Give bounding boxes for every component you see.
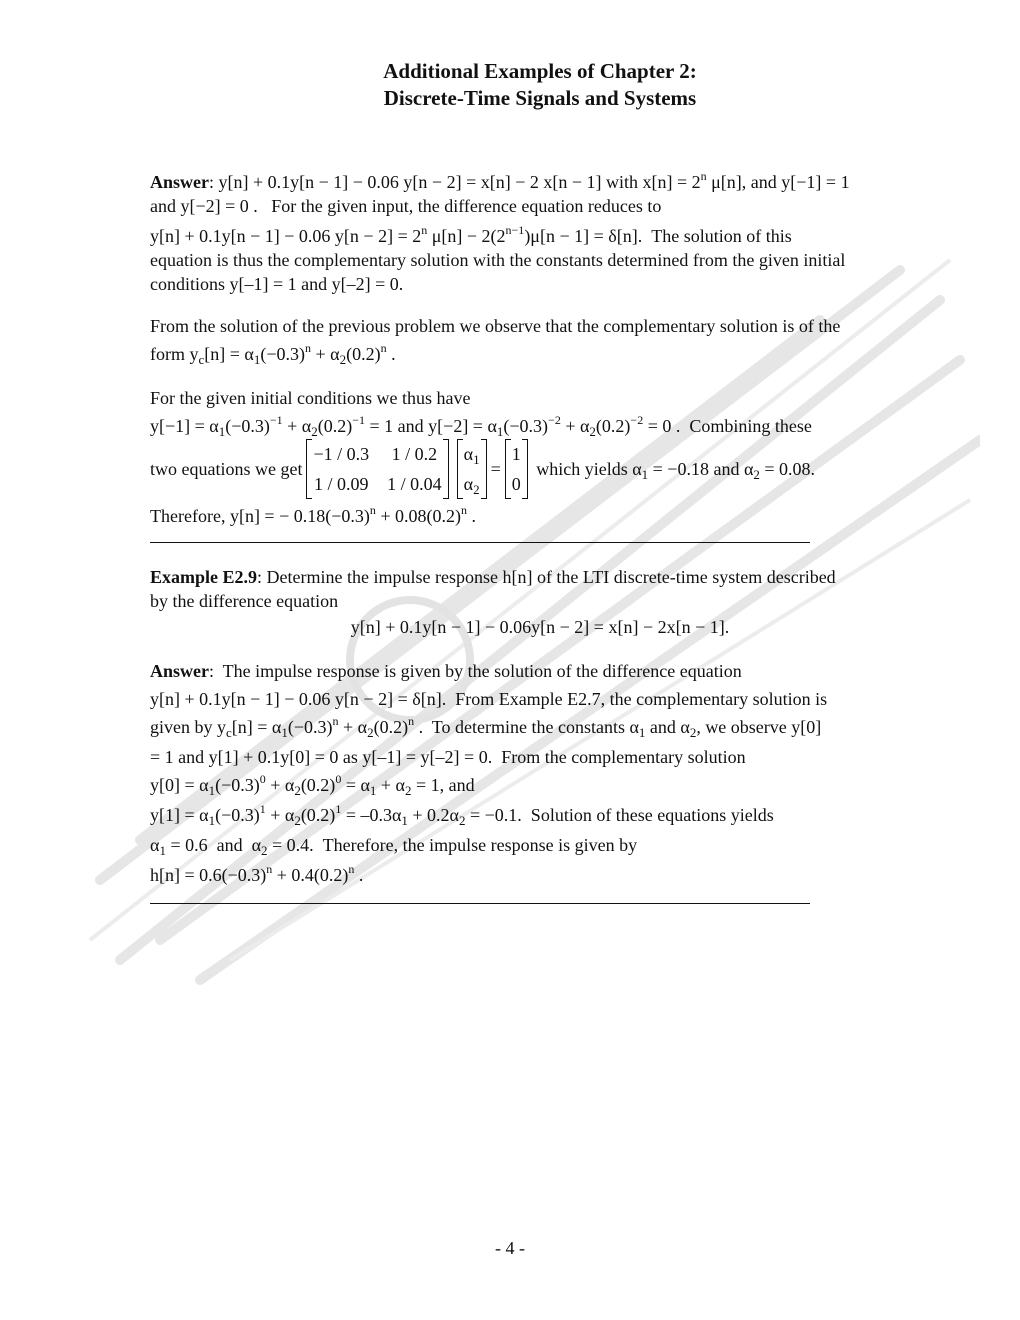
example-label: Example E2.9 [150, 567, 258, 587]
answer2-line-4: = 1 and y[1] + 0.1y[0] = 0 as y[–1] = y[–2] = 0. From the complementary solution [150, 747, 746, 767]
answer2-line-7: $\alpha_1 = 0.6$ and $\alpha_2 = 0.4$. Therefore, the impulse response is given by [150, 835, 638, 858]
answer1-p3-line-2: $y[-1] = \alpha_1(-0.3)^{-1} + \alpha_2(0.2)^{-1} = 1$ and $y[-2] = \alpha_1(-0.3)^{-2} + \alpha_2(0.2)^{-2} = 0$ . Combining these [150, 413, 812, 439]
answer2-line-5: $y[0] = \alpha_1(-0.3)^0 + \alpha_2(0.2)^0 = \alpha_1 + \alpha_2 = 1$, and [150, 772, 475, 798]
answer1-paragraph-3 [150, 386, 930, 528]
example-equation: y[n] + 0.1y[n − 1] − 0.06y[n − 2] = x[n] − 2x[n − 1]. [350, 617, 730, 637]
answer1-result: Therefore, y[n] = − $0.18(-0.3)^n + 0.08(0.2)^n$ . [150, 503, 477, 526]
title-line-1: Additional Examples of Chapter 2: [383, 59, 697, 83]
answer2-label: Answer [150, 661, 209, 681]
rhs-vector: 1 0 [505, 441, 528, 497]
document-title [150, 58, 930, 112]
matrix-equation: two equations we get −1 / 0.3 1 / 0.2 1 / 0.09 1 / 0.04 $\alpha_1$ $\alpha_2$ = 1 0 which yields $\alpha_1 = -0.18$ and $\alpha_2 = 0.08$. [150, 438, 930, 500]
answer-block-2 [150, 659, 930, 887]
answer1-p3-line-1: For the given initial conditions we thus have [150, 388, 471, 408]
answer2-line-1: Answer: The impulse response is given by the solution of the difference equation [150, 661, 742, 681]
answer1-line-4: equation is thus the complementary solution with the constants determined from the given initial [150, 250, 846, 270]
answer2-line-6: $y[1] = \alpha_1(-0.3)^1 + \alpha_2(0.2)^1 = -0.3\alpha_1 + 0.2\alpha_2 = -0.1$. Solution of these equations yields [150, 802, 774, 828]
answer2-line-3: given by $y_c[n] = \alpha_1(-0.3)^n + \alpha_2(0.2)^n$ . To determine the constants $\alpha_1$ and $\alpha_2$, we observe y[0] [150, 714, 822, 740]
example-e2-9 [150, 565, 930, 639]
answer1-line-5: conditions y[–1] = 1 and y[–2] = 0. [150, 274, 404, 294]
page-content [150, 58, 930, 904]
example-line-1: Example E2.9: Determine the impulse response h[n] of the LTI discrete-time system described [150, 567, 836, 587]
answer1-line-1: Answer: y[n] + 0.1y[n − 1] − 0.06 y[n − 2] = x[n] − 2 x[n − 1] with $x[n] = 2^n$ μ[n], and y[−1] = 1 [150, 169, 850, 192]
example-line-2: by the difference equation [150, 591, 339, 611]
coefficient-matrix: −1 / 0.3 1 / 0.2 1 / 0.09 1 / 0.04 [306, 441, 448, 497]
title-line-2: Discrete-Time Signals and Systems [383, 86, 697, 110]
answer1-paragraph-2 [150, 314, 930, 366]
page-number: - 4 - [495, 1238, 525, 1258]
answer-block-1 [150, 170, 930, 296]
answer1-line-2: and y[−2] = 0 . For the given input, the difference equation reduces to [150, 196, 662, 216]
answer1-p2-line-1: From the solution of the previous problem we observe that the complementary solution is of the [150, 316, 841, 336]
answer1-line-3: y[n] + 0.1y[n − 1] − 0.06 $y[n - 2] = 2^n$ $\mu[n] - 2(2^{n-1})\mu[n - 1] = \delta[n]$. The solution of this [150, 223, 792, 246]
section-divider-2 [150, 903, 810, 904]
answer2-result: $h[n] = 0.6(-0.3)^n + 0.4(0.2)^n$ . [150, 862, 364, 885]
answer1-p2-line-2: form $y_c[n] = \alpha_1(-0.3)^n + \alpha_2(0.2)^n$ . [150, 341, 396, 367]
answer2-line-2: y[n] + 0.1y[n − 1] − 0.06 y[n − 2] = δ[n]. From Example E2.7, the complementary solution is [150, 689, 828, 709]
alpha-vector: $\alpha_1$ $\alpha_2$ [457, 441, 487, 497]
answer1-label: Answer [150, 172, 209, 192]
